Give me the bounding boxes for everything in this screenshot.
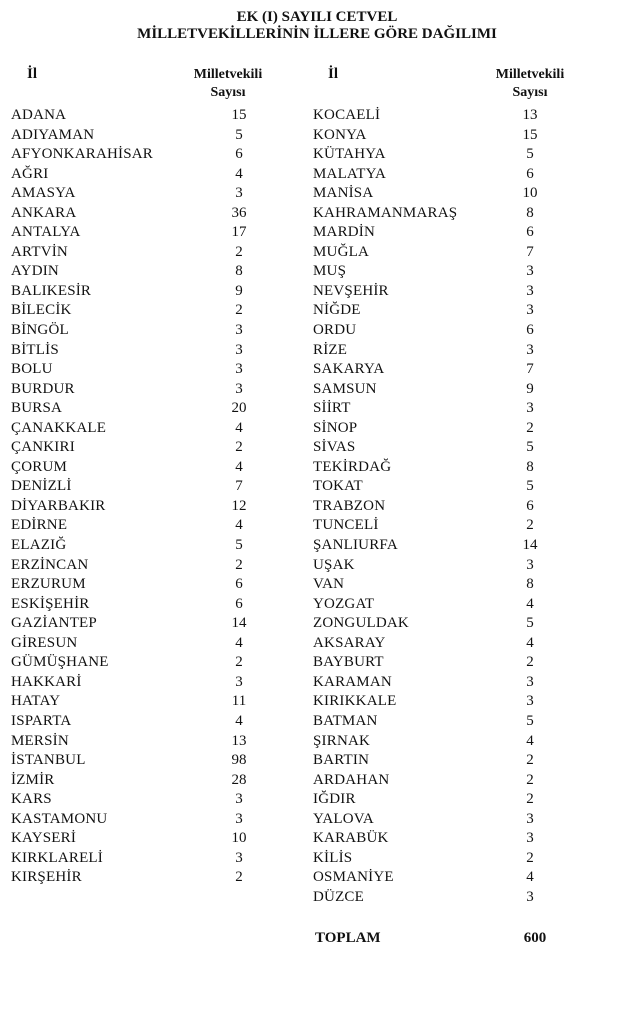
province-name: ZONGULDAK: [313, 615, 409, 632]
table-row: [0, 262, 634, 282]
deputy-count: 3: [235, 322, 243, 339]
deputy-count: 3: [526, 282, 534, 299]
table-row: [0, 126, 634, 146]
table-row: [0, 732, 634, 752]
deputy-count: 28: [231, 771, 247, 788]
province-name: MUĞLA: [313, 243, 369, 260]
table-row: [0, 438, 634, 458]
deputy-count: 6: [235, 576, 243, 593]
province-name: HATAY: [11, 693, 61, 710]
deputy-count: 2: [235, 243, 243, 260]
deputy-count: 12: [231, 497, 247, 514]
province-name: ERZURUM: [11, 576, 86, 593]
deputy-count: 6: [235, 146, 243, 163]
province-name: BİLECİK: [11, 302, 72, 319]
deputy-count: 6: [526, 165, 534, 182]
province-name: BİTLİS: [11, 341, 59, 358]
left-count-header-line2: Sayısı: [210, 85, 246, 100]
deputy-count: 9: [526, 380, 534, 397]
province-name: KİLİS: [313, 849, 353, 866]
deputy-count: 2: [235, 302, 243, 319]
deputy-count: 10: [522, 185, 538, 202]
table-row: [0, 868, 634, 888]
deputy-count: 6: [235, 595, 243, 612]
table-row: [0, 223, 634, 243]
province-name: AMASYA: [11, 185, 76, 202]
province-name: TUNCELİ: [313, 517, 379, 534]
table-row: [0, 399, 634, 419]
right-province-header: İl: [328, 66, 339, 82]
deputy-count: 5: [526, 712, 534, 729]
deputy-count: 7: [235, 478, 243, 495]
province-name: KARS: [11, 791, 52, 808]
province-name: BURDUR: [11, 380, 75, 397]
deputy-count: 4: [235, 712, 243, 729]
deputy-count: 10: [231, 830, 247, 847]
table-row: [0, 301, 634, 321]
deputy-count: 13: [522, 107, 538, 123]
province-name: DÜZCE: [313, 888, 364, 905]
province-name: KIRŞEHİR: [11, 869, 82, 886]
deputy-count: 4: [235, 634, 243, 651]
province-name: RİZE: [313, 341, 348, 358]
province-name: EDİRNE: [11, 517, 68, 534]
province-name: ISPARTA: [11, 712, 72, 729]
right-province-list: [0, 106, 634, 907]
deputy-count: 3: [235, 673, 243, 690]
province-name: MUŞ: [313, 263, 347, 280]
table-row: [0, 341, 634, 361]
province-name: MALATYA: [313, 165, 387, 182]
province-name: GAZİANTEP: [11, 615, 97, 632]
table-row: [0, 243, 634, 263]
deputy-count: 8: [526, 576, 534, 593]
deputy-count: 15: [231, 107, 247, 123]
deputy-count: 2: [526, 791, 534, 808]
province-name: BİNGÖL: [11, 322, 69, 339]
province-name: OSMANİYE: [313, 869, 394, 886]
deputy-count: 7: [526, 361, 534, 378]
deputy-count: 3: [235, 380, 243, 397]
document-title: EK (I) SAYILI CETVEL: [236, 9, 398, 25]
province-name: DİYARBAKIR: [11, 497, 106, 514]
table-row: [0, 790, 634, 810]
table-row: [0, 614, 634, 634]
province-name: NİĞDE: [313, 302, 361, 319]
province-name: MERSİN: [11, 732, 69, 749]
table-row: [0, 829, 634, 849]
deputy-count: 3: [235, 791, 243, 808]
province-name: SİNOP: [313, 419, 358, 436]
province-name: HAKKARİ: [11, 673, 82, 690]
table-row: [0, 888, 634, 908]
deputy-count: 4: [235, 165, 243, 182]
province-name: KONYA: [313, 126, 367, 143]
deputy-count: 5: [526, 615, 534, 632]
deputy-count: 17: [231, 224, 247, 241]
province-name: ESKİŞEHİR: [11, 595, 90, 612]
province-name: VAN: [313, 576, 345, 593]
province-name: BALIKESİR: [11, 282, 92, 299]
table-row: [0, 712, 634, 732]
table-row: [0, 106, 634, 126]
province-name: ÇORUM: [11, 458, 68, 475]
deputy-count: 3: [526, 556, 534, 573]
table-row: [0, 751, 634, 771]
deputy-count: 14: [231, 615, 247, 632]
province-name: TOKAT: [313, 478, 363, 495]
deputy-count: 8: [526, 458, 534, 475]
province-name: ARTVİN: [11, 243, 68, 260]
province-name: ARDAHAN: [313, 771, 390, 788]
deputy-count: 13: [231, 732, 247, 749]
province-name: BOLU: [11, 361, 53, 378]
table-row: [0, 673, 634, 693]
province-name: GÜMÜŞHANE: [11, 654, 109, 671]
deputy-count: 2: [526, 752, 534, 769]
province-name: MANİSA: [313, 185, 374, 202]
table-row: [0, 360, 634, 380]
deputy-count: 98: [231, 752, 247, 769]
table-row: [0, 692, 634, 712]
table-row: [0, 419, 634, 439]
deputy-count: 2: [235, 654, 243, 671]
deputy-count: 2: [235, 439, 243, 456]
province-name: ŞANLIURFA: [313, 537, 398, 554]
table-row: [0, 145, 634, 165]
table-row: [0, 458, 634, 478]
deputy-count: 3: [235, 361, 243, 378]
deputy-count: 2: [526, 517, 534, 534]
deputy-count: 3: [235, 341, 243, 358]
deputy-count: 5: [235, 126, 243, 143]
table-row: [0, 204, 634, 224]
deputy-count: 5: [526, 478, 534, 495]
province-name: BAYBURT: [313, 654, 384, 671]
deputy-count: 3: [526, 341, 534, 358]
province-name: IĞDIR: [313, 791, 356, 808]
province-name: KARAMAN: [313, 673, 392, 690]
province-name: TEKİRDAĞ: [313, 458, 392, 475]
province-name: DENİZLİ: [11, 478, 72, 495]
province-name: KAHRAMANMARAŞ: [313, 204, 458, 221]
total-label: TOPLAM: [315, 930, 381, 946]
province-name: BARTIN: [313, 752, 370, 769]
deputy-count: 15: [522, 126, 538, 143]
deputy-count: 20: [231, 400, 247, 417]
deputy-count: 8: [235, 263, 243, 280]
deputy-count: 5: [526, 439, 534, 456]
province-name: GİRESUN: [11, 634, 78, 651]
deputy-count: 4: [235, 458, 243, 475]
province-name: KASTAMONU: [11, 810, 108, 827]
province-name: YOZGAT: [313, 595, 375, 612]
deputy-count: 9: [235, 282, 243, 299]
province-name: MARDİN: [313, 224, 376, 241]
deputy-count: 3: [526, 263, 534, 280]
province-name: NEVŞEHİR: [313, 282, 389, 299]
province-name: KAYSERİ: [11, 830, 77, 847]
province-name: AKSARAY: [313, 634, 386, 651]
deputy-count: 8: [526, 204, 534, 221]
right-count-header-line1: Milletvekili: [495, 67, 565, 82]
deputy-count: 2: [235, 869, 243, 886]
deputy-count: 6: [526, 322, 534, 339]
table-row: [0, 653, 634, 673]
table-row: [0, 380, 634, 400]
deputy-count: 3: [235, 810, 243, 827]
deputy-count: 3: [526, 888, 534, 905]
left-count-header-line1: Milletvekili: [193, 67, 263, 82]
table-row: [0, 497, 634, 517]
province-name: SAMSUN: [313, 380, 377, 397]
table-row: [0, 321, 634, 341]
deputy-count: 2: [526, 654, 534, 671]
province-name: KOCAELİ: [313, 107, 381, 123]
deputy-count: 3: [235, 185, 243, 202]
deputy-count: 4: [526, 595, 534, 612]
province-name: SİİRT: [313, 400, 351, 417]
deputy-count: 4: [526, 732, 534, 749]
province-name: ANKARA: [11, 204, 77, 221]
deputy-count: 5: [235, 537, 243, 554]
deputy-count: 4: [526, 634, 534, 651]
deputy-count: 6: [526, 224, 534, 241]
province-name: KÜTAHYA: [313, 146, 386, 163]
province-name: BATMAN: [313, 712, 378, 729]
deputy-count: 4: [526, 869, 534, 886]
deputy-count: 4: [235, 419, 243, 436]
deputy-count: 2: [526, 849, 534, 866]
table-row: [0, 634, 634, 654]
province-name: ERZİNCAN: [11, 556, 89, 573]
province-name: SİVAS: [313, 439, 356, 456]
table-row: [0, 282, 634, 302]
deputy-count: 5: [526, 146, 534, 163]
province-name: AFYONKARAHİSAR: [11, 146, 153, 163]
deputy-count: 3: [235, 849, 243, 866]
province-name: UŞAK: [313, 556, 355, 573]
deputy-count: 3: [526, 810, 534, 827]
province-name: AYDIN: [11, 263, 59, 280]
deputy-count: 3: [526, 830, 534, 847]
deputy-count: 11: [231, 693, 247, 710]
deputy-count: 3: [526, 673, 534, 690]
table-row: [0, 771, 634, 791]
table-row: [0, 165, 634, 185]
deputy-count: 2: [235, 556, 243, 573]
table-row: [0, 849, 634, 869]
deputy-count: 3: [526, 693, 534, 710]
document-subtitle: MİLLETVEKİLLERİNİN İLLERE GÖRE DAĞILIMI: [137, 26, 497, 42]
table-row: [0, 184, 634, 204]
province-name: ORDU: [313, 322, 357, 339]
deputy-count: 3: [526, 400, 534, 417]
province-name: İZMİR: [11, 771, 55, 788]
province-name: ANTALYA: [11, 224, 81, 241]
deputy-count: 14: [522, 537, 538, 554]
total-value: 600: [523, 930, 547, 946]
table-row: [0, 477, 634, 497]
table-row: [0, 556, 634, 576]
province-name: ŞIRNAK: [313, 732, 371, 749]
table-row: [0, 810, 634, 830]
deputy-count: 3: [526, 302, 534, 319]
province-name: KIRKLARELİ: [11, 849, 103, 866]
province-name: SAKARYA: [313, 361, 385, 378]
deputy-count: 7: [526, 243, 534, 260]
province-name: YALOVA: [313, 810, 374, 827]
province-name: KARABÜK: [313, 830, 389, 847]
table-row: [0, 595, 634, 615]
table-row: [0, 536, 634, 556]
deputy-count: 2: [526, 771, 534, 788]
province-name: ADIYAMAN: [11, 126, 95, 143]
province-name: TRABZON: [313, 497, 386, 514]
province-name: ÇANAKKALE: [11, 419, 107, 436]
province-name: ELAZIĞ: [11, 537, 67, 554]
province-name: İSTANBUL: [11, 752, 86, 769]
province-name: AĞRI: [11, 165, 49, 182]
deputy-count: 36: [231, 204, 247, 221]
deputy-count: 4: [235, 517, 243, 534]
table-row: [0, 516, 634, 536]
province-name: KIRIKKALE: [313, 693, 397, 710]
province-name: ADANA: [11, 107, 67, 123]
province-name: BURSA: [11, 400, 63, 417]
left-province-header: İl: [27, 66, 38, 82]
table-row: [0, 575, 634, 595]
province-name: ÇANKIRI: [11, 439, 75, 456]
deputy-count: 2: [526, 419, 534, 436]
deputy-count: 6: [526, 497, 534, 514]
right-count-header-line2: Sayısı: [512, 85, 548, 100]
